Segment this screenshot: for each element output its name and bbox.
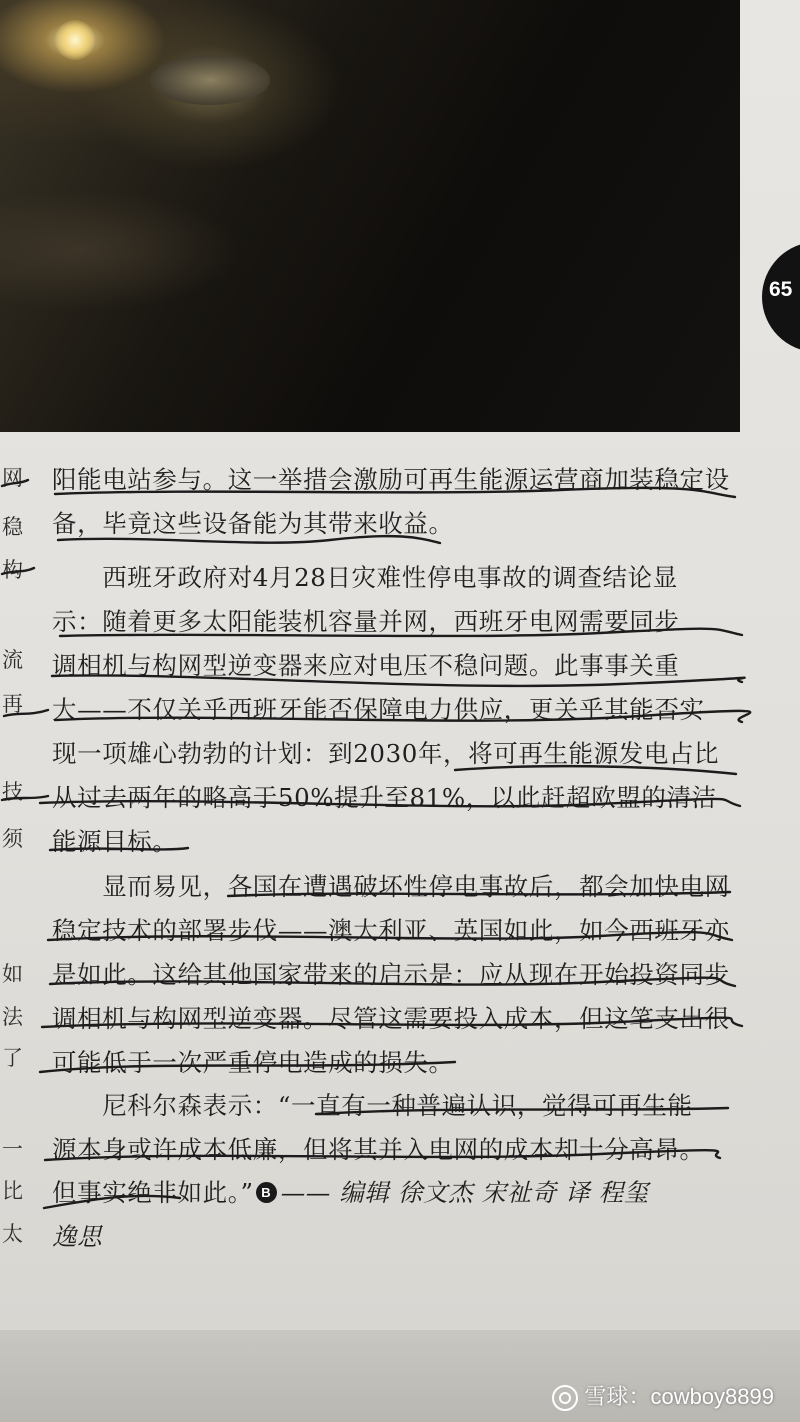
margin-char: 再 xyxy=(2,692,23,716)
text-line: 大——不仅关乎西班牙能否保障电力供应，更关乎其能否实 xyxy=(52,695,705,724)
article-photo xyxy=(0,0,740,432)
margin-char: 技 xyxy=(2,780,23,804)
closing-line xyxy=(52,1174,649,1209)
text-line: 是如此。这给其他国家带来的启示是：应从现在开始投资同步 xyxy=(52,960,730,989)
margin-char: 稳 xyxy=(2,515,23,539)
byline: —— 编辑 徐文杰 宋祉奇 译 程玺 xyxy=(280,1178,649,1207)
watermark-user: cowboy8899 xyxy=(650,1384,774,1409)
text-line: 可能低于一次严重停电造成的损失。 xyxy=(52,1048,454,1077)
margin-char: 如 xyxy=(2,962,23,986)
margin-char: 流 xyxy=(2,648,23,672)
text-line: 能源目标。 xyxy=(52,827,178,856)
text-line: 稳定技术的部署步伐——澳大利亚、英国如此，如今西班牙亦 xyxy=(52,916,730,945)
margin-char: 太 xyxy=(2,1222,23,1246)
watermark-separator: ： xyxy=(628,1384,651,1409)
text-line: 从过去两年的略高于50%提升至81%，以此赶超欧盟的清洁 xyxy=(52,783,717,812)
section-end-badge: B xyxy=(256,1182,277,1203)
text-line: 显而易见，各国在遭遇破坏性停电事故后，都会加快电网 xyxy=(52,872,730,901)
bowl-object xyxy=(150,55,270,105)
margin-char: 比 xyxy=(2,1179,23,1203)
quote-end: 但事实绝非如此。” xyxy=(52,1178,254,1207)
page-number: 65 xyxy=(769,278,793,301)
margin-char: 了 xyxy=(2,1046,23,1070)
byline-continuation: 逸思 xyxy=(52,1222,103,1251)
text-line: 源本身或许成本低廉，但将其并入电网的成本却十分高昂。 xyxy=(52,1135,705,1164)
text-line: 调相机与构网型逆变器来应对电压不稳问题。此事事关重 xyxy=(52,651,680,680)
xueqiu-logo-icon xyxy=(552,1385,578,1411)
lamp-light xyxy=(55,20,95,60)
margin-char: 一 xyxy=(2,1137,23,1161)
margin-char: 网 xyxy=(2,466,23,490)
text-line: 现一项雄心勃勃的计划：到2030年，将可再生能源发电占比 xyxy=(52,739,720,768)
margin-char: 构 xyxy=(2,558,23,582)
margin-char: 法 xyxy=(2,1005,23,1029)
margin-char: 须 xyxy=(2,827,23,851)
text-line: 备，毕竟这些设备能为其带来收益。 xyxy=(52,509,454,538)
watermark-platform: 雪球 xyxy=(584,1384,629,1409)
watermark xyxy=(552,1380,774,1411)
text-line: 示：随着更多太阳能装机容量并网，西班牙电网需要同步 xyxy=(52,607,680,636)
text-line: 西班牙政府对4月28日灾难性停电事故的调查结论显 xyxy=(52,563,678,592)
text-line: 阳能电站参与。这一举措会激励可再生能源运营商加装稳定设 xyxy=(52,465,730,494)
text-line: 调相机与构网型逆变器。尽管这需要投入成本，但这笔支出很 xyxy=(52,1004,730,1033)
text-line: 尼科尔森表示：“一直有一种普遍认识，觉得可再生能 xyxy=(52,1091,693,1120)
